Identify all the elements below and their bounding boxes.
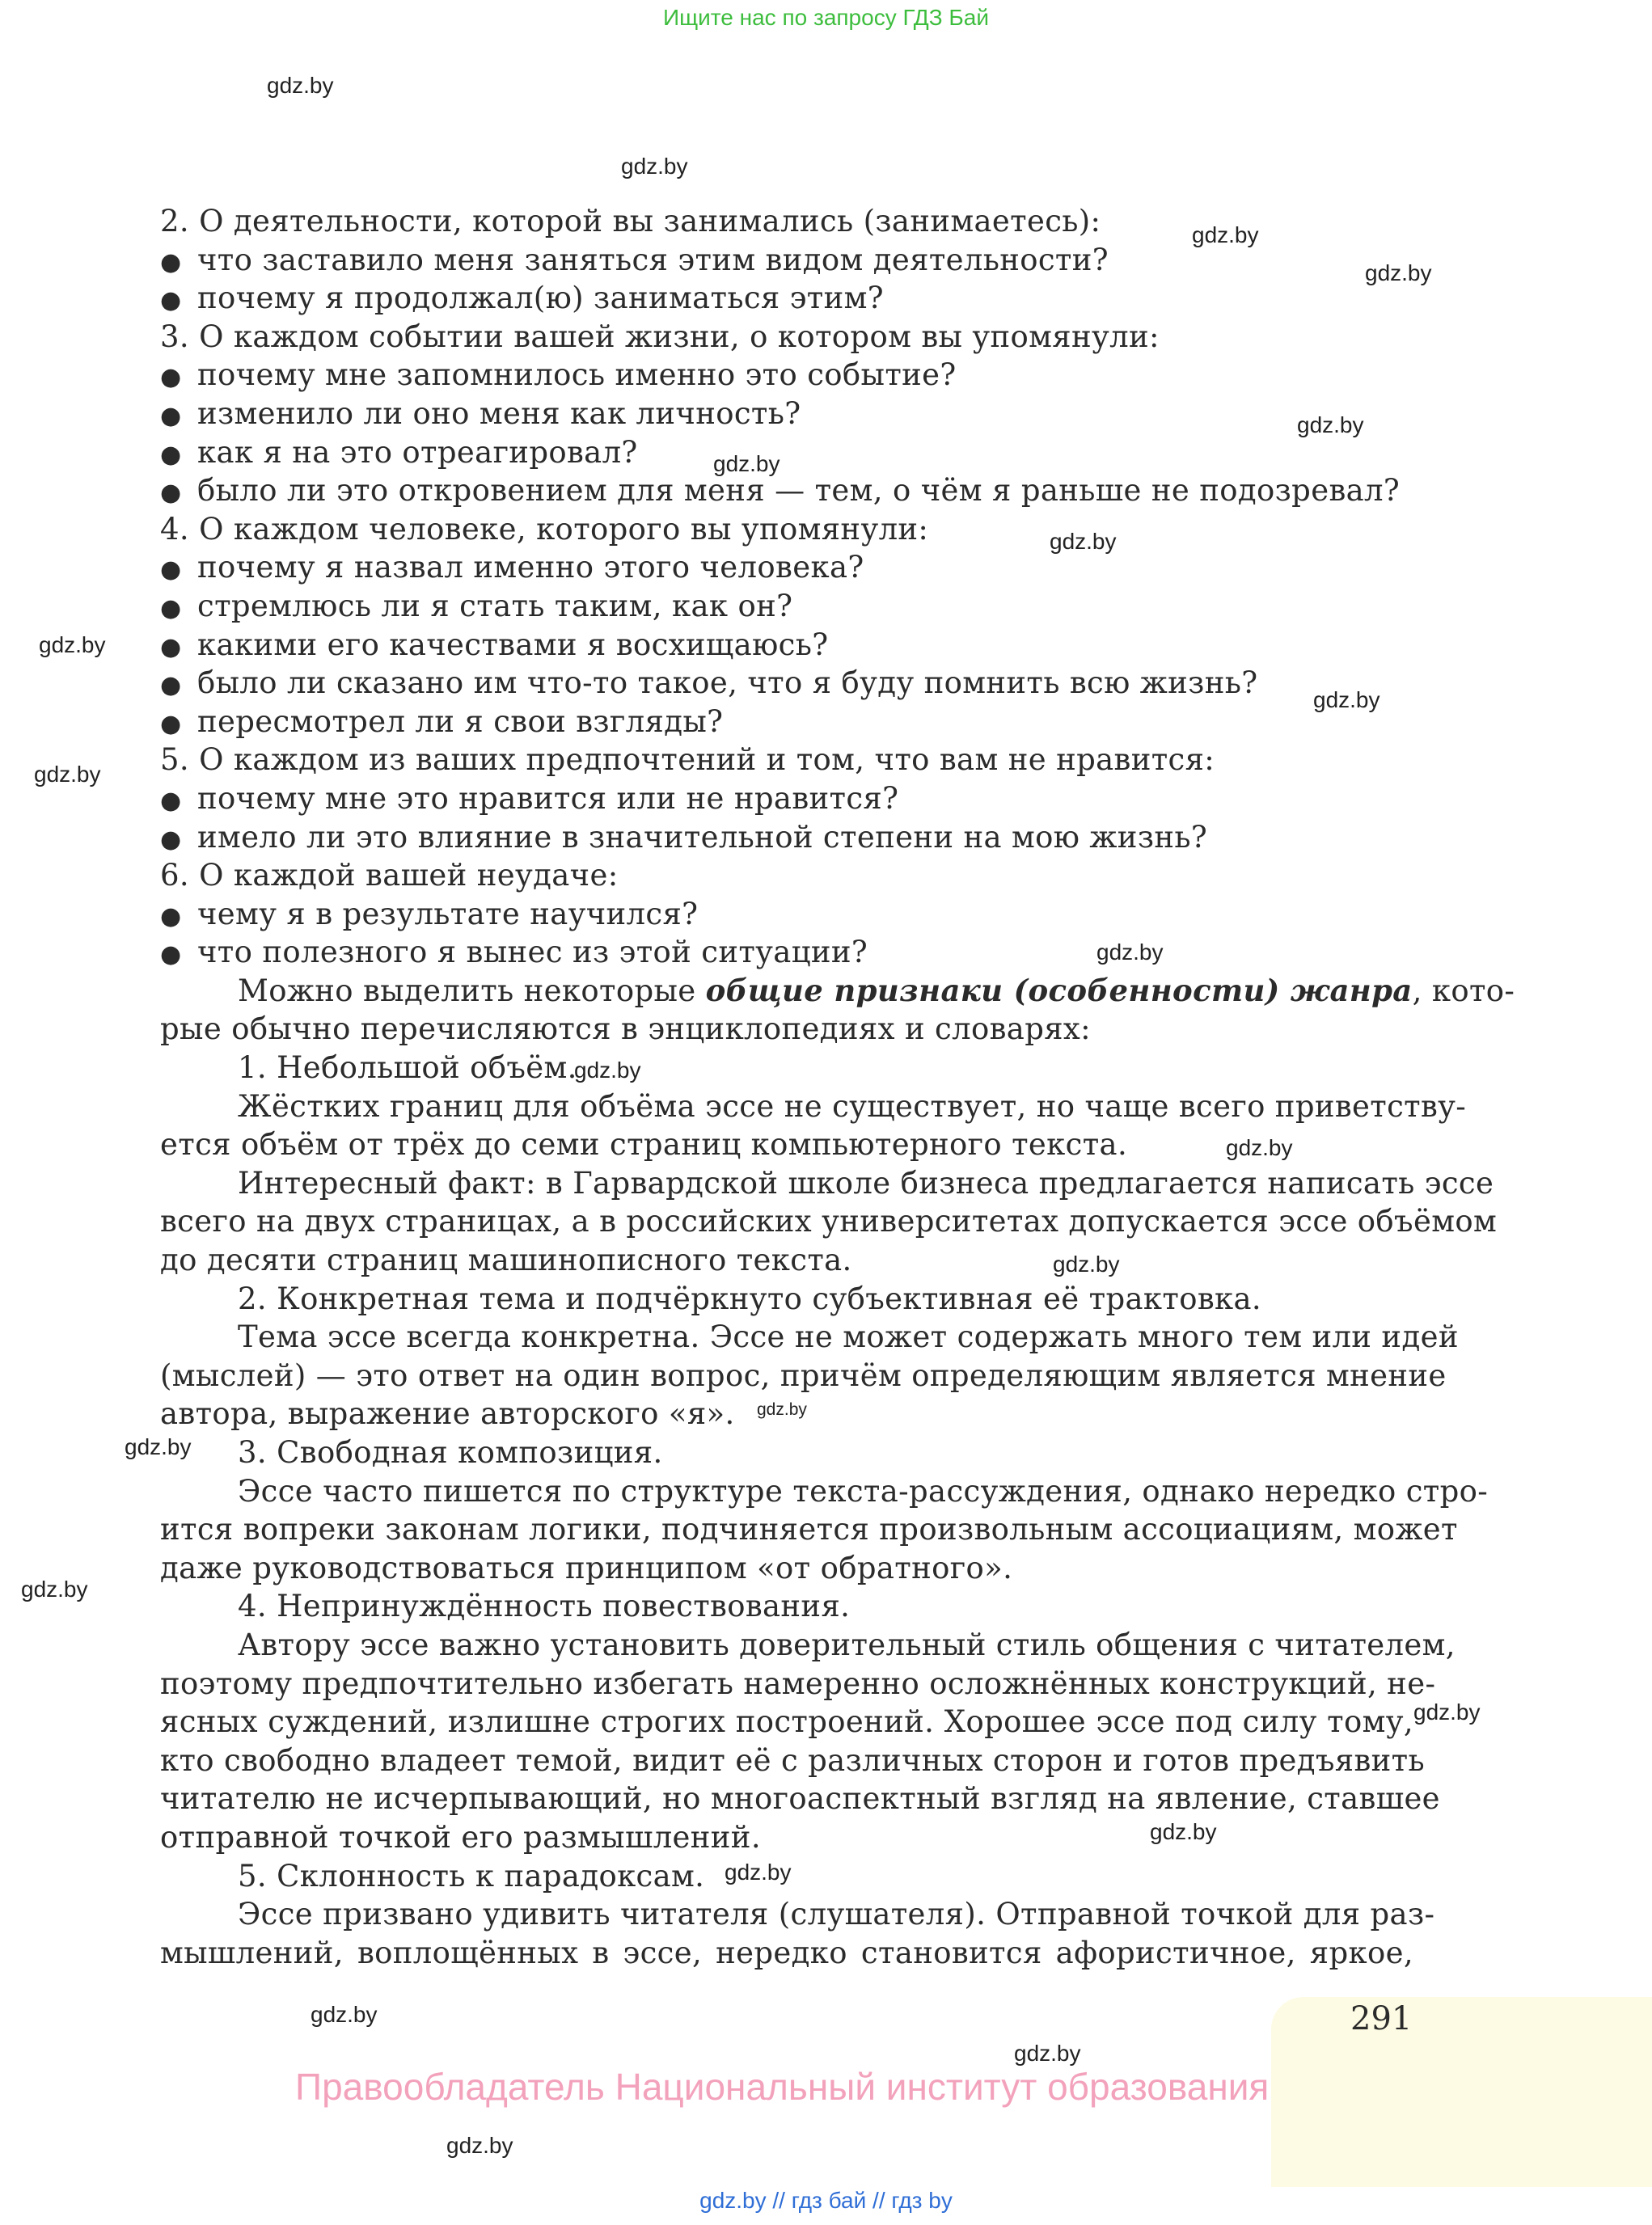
bullet-text: изменило ли оно меня как личность? <box>197 395 801 431</box>
watermark: gdz.by <box>1014 2041 1081 2066</box>
paragraph-line: кто свободно владеет темой, видит её с различных сторон и готов предъявить <box>160 1742 1425 1778</box>
paragraph-text: , кото- <box>1412 973 1515 1008</box>
bullet-text: почему я назвал именно этого человека? <box>197 550 864 585</box>
numbered-heading: 4. О каждом человеке, которого вы упомянули: <box>160 511 929 547</box>
bullet-text: стремлюсь ли я стать таким, как он? <box>197 588 793 623</box>
bullet-text: что заставило меня заняться этим видом деятельности? <box>197 242 1109 277</box>
bullet-item <box>160 433 1413 472</box>
paragraph-line: поэтому предпочтительно избегать намеренно осложнённых конструкций, не- <box>160 1666 1436 1701</box>
bullet-item <box>160 895 1413 934</box>
watermark: gdz.by <box>1192 222 1259 247</box>
paragraph-line: Эссе часто пишется по структуре текста-рассуждения, однако нередко стро- <box>238 1473 1489 1509</box>
watermark: gdz.by <box>1096 939 1164 965</box>
bullet-icon: ● <box>160 286 182 315</box>
bullet-item <box>160 818 1413 857</box>
bullet-icon: ● <box>160 632 182 661</box>
paragraph-line: ясных суждений, излишне строгих построений. Хорошее эссе под силу тому, <box>160 1704 1413 1740</box>
bullet-icon: ● <box>160 440 182 469</box>
watermark: gdz.by <box>1053 1252 1120 1277</box>
paragraph-line: 5. Склонность к парадоксам. <box>238 1858 705 1894</box>
watermark: gdz.by <box>125 1434 192 1459</box>
watermark: gdz.by <box>34 762 101 787</box>
bullet-text: почему я продолжал(ю) заниматься этим? <box>197 281 884 316</box>
bullet-item <box>160 395 1413 433</box>
bullet-icon: ● <box>160 671 182 700</box>
bullet-icon: ● <box>160 247 182 277</box>
paragraph-line: 1. Небольшой объём. <box>238 1050 577 1086</box>
bullet-icon: ● <box>160 940 182 969</box>
paragraph-line: автора, выражение авторского «я». <box>160 1396 735 1432</box>
bullet-item <box>160 933 1413 972</box>
paragraph-line: 3. Свободная композиция. <box>238 1435 663 1470</box>
bullet-text: было ли сказано им что-то такое, что я буду помнить всю жизнь? <box>197 665 1258 701</box>
watermark: gdz.by <box>621 154 688 179</box>
bullet-text: имело ли это влияние в значительной степени на мою жизнь? <box>197 819 1208 855</box>
bullet-item <box>160 626 1413 665</box>
numbered-heading: 3. О каждом событии вашей жизни, о котором вы упомянули: <box>160 319 1160 354</box>
paragraph-line: (мыслей) — это ответ на один вопрос, причём определяющим является мнение <box>160 1357 1447 1393</box>
bullet-text: почему мне запомнилось именно это событие? <box>197 357 957 393</box>
bullet-item <box>160 241 1413 280</box>
bullet-icon: ● <box>160 401 182 430</box>
bullet-text: почему мне это нравится или не нравится? <box>197 780 899 816</box>
bullet-item <box>160 356 1413 395</box>
watermark: gdz.by <box>446 2133 513 2158</box>
footer-links[interactable]: gdz.by // гдз бай // гдз by <box>699 2188 953 2213</box>
bullet-text: пересмотрел ли я свои взгляды? <box>197 703 724 739</box>
page-number-panel <box>1271 1997 1652 2187</box>
paragraph-line: всего на двух страницах, а в российских университетах допускается эссе объёмом <box>160 1204 1498 1239</box>
bullet-icon: ● <box>160 709 182 738</box>
copyright-notice: Правообладатель Национальный институт образования <box>295 2066 1270 2108</box>
paragraph-line: 2. Конкретная тема и подчёркнуто субъективная её трактовка. <box>238 1281 1262 1316</box>
watermark: gdz.by <box>39 632 106 657</box>
bullet-item <box>160 471 1413 510</box>
bullet-icon: ● <box>160 901 182 931</box>
bullet-item <box>160 779 1413 818</box>
bullet-item <box>160 548 1413 587</box>
top-banner: Ищите нас по запросу ГДЗ Бай <box>662 5 990 30</box>
paragraph-line: до десяти страниц машинописного текста. <box>160 1243 852 1278</box>
numbered-heading: 5. О каждом из ваших предпочтений и том, что вам не нравится: <box>160 742 1215 778</box>
watermark: gdz.by <box>757 1400 807 1419</box>
bullet-text: чему я в результате научился? <box>197 896 699 931</box>
paragraph-text: Можно выделить некоторые <box>238 973 706 1008</box>
watermark: gdz.by <box>713 451 780 476</box>
watermark: gdz.by <box>1050 529 1117 554</box>
bullet-item <box>160 279 1413 318</box>
bullet-icon: ● <box>160 593 182 623</box>
emphasis-term: общие признаки (особенности) жанра <box>705 972 1413 1008</box>
watermark: gdz.by <box>21 1577 88 1602</box>
bullet-item <box>160 587 1413 626</box>
paragraph-line: Эссе призвано удивить читателя (слушателя). Отправной точкой для раз- <box>238 1897 1435 1932</box>
paragraph-line: Тема эссе всегда конкретна. Эссе не может содержать много тем или идей <box>238 1319 1459 1355</box>
paragraph-line: 4. Непринуждённость повествования. <box>238 1589 851 1624</box>
bullet-text: как я на это отреагировал? <box>197 434 638 470</box>
paragraph-line: ится вопреки законам логики, подчиняется произвольным ассоциациям, может <box>160 1512 1458 1547</box>
paragraph-line <box>160 972 1515 1011</box>
bullet-icon: ● <box>160 786 182 815</box>
bullet-item <box>160 664 1413 703</box>
watermark: gdz.by <box>1313 687 1380 712</box>
watermark: gdz.by <box>267 73 334 98</box>
page-number: 291 <box>1350 2000 1413 2037</box>
bullet-icon: ● <box>160 479 182 508</box>
watermark: gdz.by <box>1226 1135 1293 1160</box>
bullet-text: было ли это откровением для меня — тем, о чём я раньше не подозревал? <box>197 473 1401 509</box>
bullet-item <box>160 703 1413 741</box>
paragraph-line: Автору эссе важно установить доверительный стиль общения с читателем, <box>238 1627 1456 1662</box>
watermark: gdz.by <box>311 2002 378 2027</box>
numbered-heading: 6. О каждой вашей неудаче: <box>160 858 619 893</box>
bullet-text: что полезного я вынес из этой ситуации? <box>197 935 868 970</box>
bullet-icon: ● <box>160 555 182 585</box>
paragraph-line: мышлений, воплощённых в эссе, нередко становится афористичное, яркое, <box>160 1935 1413 1970</box>
paragraph-line: рые обычно перечисляются в энциклопедиях и словарях: <box>160 1011 1091 1047</box>
paragraph-line: даже руководствоваться принципом «от обратного». <box>160 1550 1013 1585</box>
watermark: gdz.by <box>1297 412 1364 437</box>
watermark: gdz.by <box>725 1860 792 1885</box>
watermark: gdz.by <box>1150 1819 1217 1844</box>
watermark: gdz.by <box>1413 1699 1481 1725</box>
bullet-icon: ● <box>160 363 182 392</box>
paragraph-line: отправной точкой его размышлений. <box>160 1819 761 1855</box>
paragraph-line: читателю не исчерпывающий, но многоаспектный взгляд на явление, ставшее <box>160 1781 1440 1817</box>
watermark: gdz.by <box>1365 260 1432 285</box>
watermark: gdz.by <box>574 1058 641 1083</box>
paragraph-line: Жёстких границ для объёма эссе не существует, но чаще всего приветству- <box>238 1088 1467 1124</box>
bullet-icon: ● <box>160 825 182 854</box>
paragraph-line: ется объём от трёх до семи страниц компьютерного текста. <box>160 1127 1128 1163</box>
bullet-text: какими его качествами я восхищаюсь? <box>197 627 829 662</box>
paragraph-line: Интересный факт: в Гарвардской школе бизнеса предлагается написать эссе <box>238 1165 1494 1201</box>
numbered-heading: 2. О деятельности, которой вы занимались (занимаетесь): <box>160 204 1101 239</box>
